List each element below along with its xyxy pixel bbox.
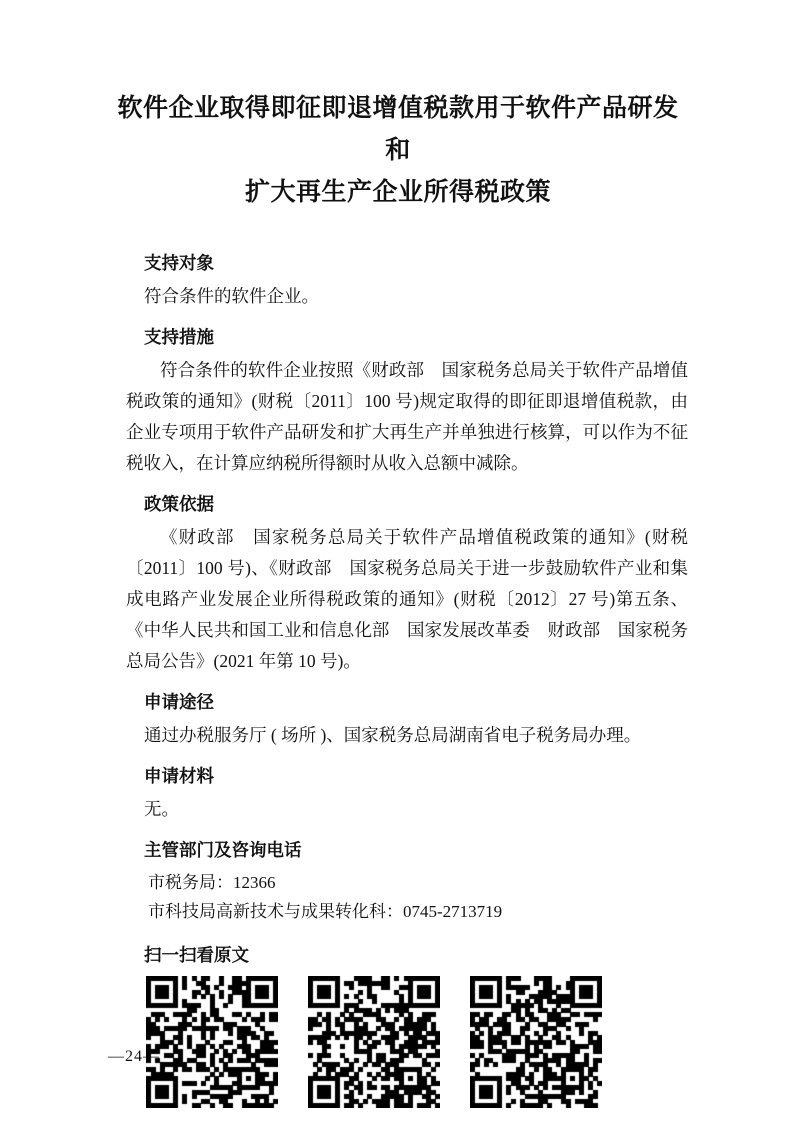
section-text-support-measures: 符合条件的软件企业按照《财政部 国家税务总局关于软件产品增值税政策的通知》(财税〔2011〕100 号)规定取得的即征即退增值税款，由企业专项用于软件产品研发和扩大再生产并单独进行核算，可以作为不征税收入，在计算应纳税所得额时从收入总额中减除。 [126,360,688,473]
section-text-policy-basis: 《财政部 国家税务总局关于软件产品增值税政策的通知》(财税〔2011〕100 号)、《财政部 国家税务总局关于进一步鼓励软件产业和集成电路产业发展企业所得税政策的通知》(财税〔2012〕27 号)第五条、《中华人民共和国工业和信息化部 国家发展改革委 财政部 国家税务总局公告》(2021 年第 10 号)。 [126,527,688,671]
contact-line-tax-bureau: 市税务局：12366 [148,873,276,892]
page-title-line-2: 扩大再生产企业所得税政策 [244,179,551,206]
section-heading-support-measures: 支持措施 [144,327,214,347]
contact-line-science-bureau: 市科技局高新技术与成果转化科：0745-2713719 [148,902,503,921]
document-body [108,248,688,1108]
qr-code-2 [308,976,440,1108]
document-content [108,88,688,1108]
qr-code-row [108,976,688,1108]
page-title-line-1: 软件企业取得即征即退增值税款用于软件产品研发和 [117,95,679,164]
section-heading-policy-basis: 政策依据 [144,494,214,514]
section-heading-application-materials: 申请材料 [144,766,214,786]
page-number: —24— [108,1048,160,1065]
page-title [108,88,688,214]
section-text-application-channel: 通过办税服务厅 ( 场所 )、国家税务总局湖南省电子税务局办理。 [144,725,642,745]
section-text-support-target: 符合条件的软件企业。 [144,286,319,306]
section-text-application-materials: 无。 [144,799,179,819]
qr-code-1 [146,976,278,1108]
section-heading-support-target: 支持对象 [144,253,214,273]
qr-section-heading: 扫一扫看原文 [144,945,249,965]
qr-code-3 [470,976,602,1108]
section-heading-contact: 主管部门及咨询电话 [144,840,302,860]
section-heading-application-channel: 申请途径 [144,692,214,712]
